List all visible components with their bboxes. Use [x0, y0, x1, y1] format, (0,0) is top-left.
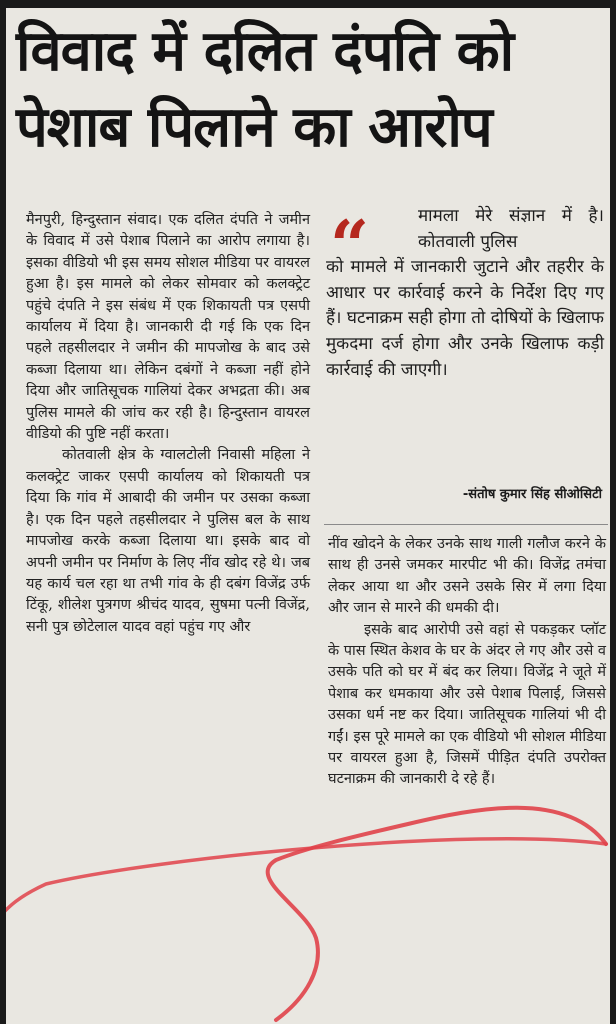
headline-line-1: विवाद में दलित दंपति को [16, 19, 514, 84]
quote-body: को मामले में जानकारी जुटाने और तहरीर के आधार पर कार्रवाई करने के निर्देश दिए गए हैं। घटनाक्रम सही होगा तो दोषियों के खिलाफ मुकदमा दर्ज होगा और उनके खिलाफ कड़ी कार्रवाई की जाएगी। [326, 257, 604, 380]
right-para-2: इसके बाद आरोपी उसे वहां से पकड़कर प्लॉट के पास स्थित केशव के घर के अंदर ले गए और उसे व उसके पति को घर में बंद कर लिया। विजेंद्र ने जूते में पेशाब कर धमकाया और उसे पेशाब पिलाई, जिससे उसका धर्म नष्ट कर दिया। जातिसूचक गालियां भी दी गईं। इस पूरे मामले का एक वीडियो भी सोशल मीडिया पर वायरल हुआ है, जिसमें पीड़ित दंपति उपरोक्त घटनाक्रम की जानकारी दे रहे हैं। [328, 621, 606, 788]
left-para-2: कोतवाली क्षेत्र के ग्वालटोली निवासी महिला ने कलक्ट्रेट जाकर एसपी कार्यालय को शिकायती पत्र दिया कि गांव में आबादी की जमीन पर उसका कब्जा है। एक दिन पहले तहसीलदार ने पुलिस बल के साथ मापजोख करके कब्जा दिलाया था। इसके बाद वो अपनी जमीन पर निर्माण के लिए नींव खोद रहे थे। जब यह कार्य चल रहा था तभी गांव के ही दबंग विजेंद्र उर्फ टिंकू, शीलेश पुत्रगण श्रीचंद यादव, सुषमा पत्नी विजेंद्र, सनी पुत्र छोटेलाल यादव वहां पहुंच गए और [26, 447, 310, 635]
quote-mark-icon: “ [330, 206, 370, 286]
column-divider [324, 524, 608, 525]
right-para-1: नींव खोदने के लेकर उनके साथ गाली गलौज करने के साथ ही उनसे जमकर मारपीट भी की। विजेंद्र तमंचा लेकर आया था और उसने उसके सिर में लगा दिया और जान से मारने की धमकी दी। [328, 536, 606, 617]
headline-line-2: पेशाब पिलाने का आरोप [16, 95, 492, 160]
headline [16, 14, 606, 166]
right-column [328, 534, 606, 791]
quote-attribution: -संतोष कुमार सिंह सीओसिटी [462, 487, 602, 502]
newspaper-clipping [6, 8, 610, 1024]
quote-lead: मामला मेरे संज्ञान में है। कोतवाली पुलिस [418, 206, 604, 252]
official-quote [326, 204, 604, 516]
left-column [26, 210, 310, 638]
left-para-1: मैनपुरी, हिन्दुस्तान संवाद। एक दलित दंपति ने जमीन के विवाद में उसे पेशाब पिलाने का आरोप लगाया है। इसका वीडियो भी इस समय सोशल मीडिया पर वायरल हुआ है। इस मामले को लेकर सोमवार को कलक्ट्रेट पहुंचे दंपति ने इस संबंध में एक शिकायती पत्र एसपी कार्यालय में दिया है। जानकारी दी गई कि एक दिन पहले तहसीलदार ने जमीन की मापजोख के बाद उसे कब्जा दिलाया था। लेकिन दबंगों ने कब्जा नहीं होने दिया और जातिसूचक गालियां देकर अभद्रता की। अब पुलिस मामले की जांच कर रही है। हिन्दुस्तान वायरल वीडियो की पुष्टि नहीं करता। [26, 212, 310, 443]
